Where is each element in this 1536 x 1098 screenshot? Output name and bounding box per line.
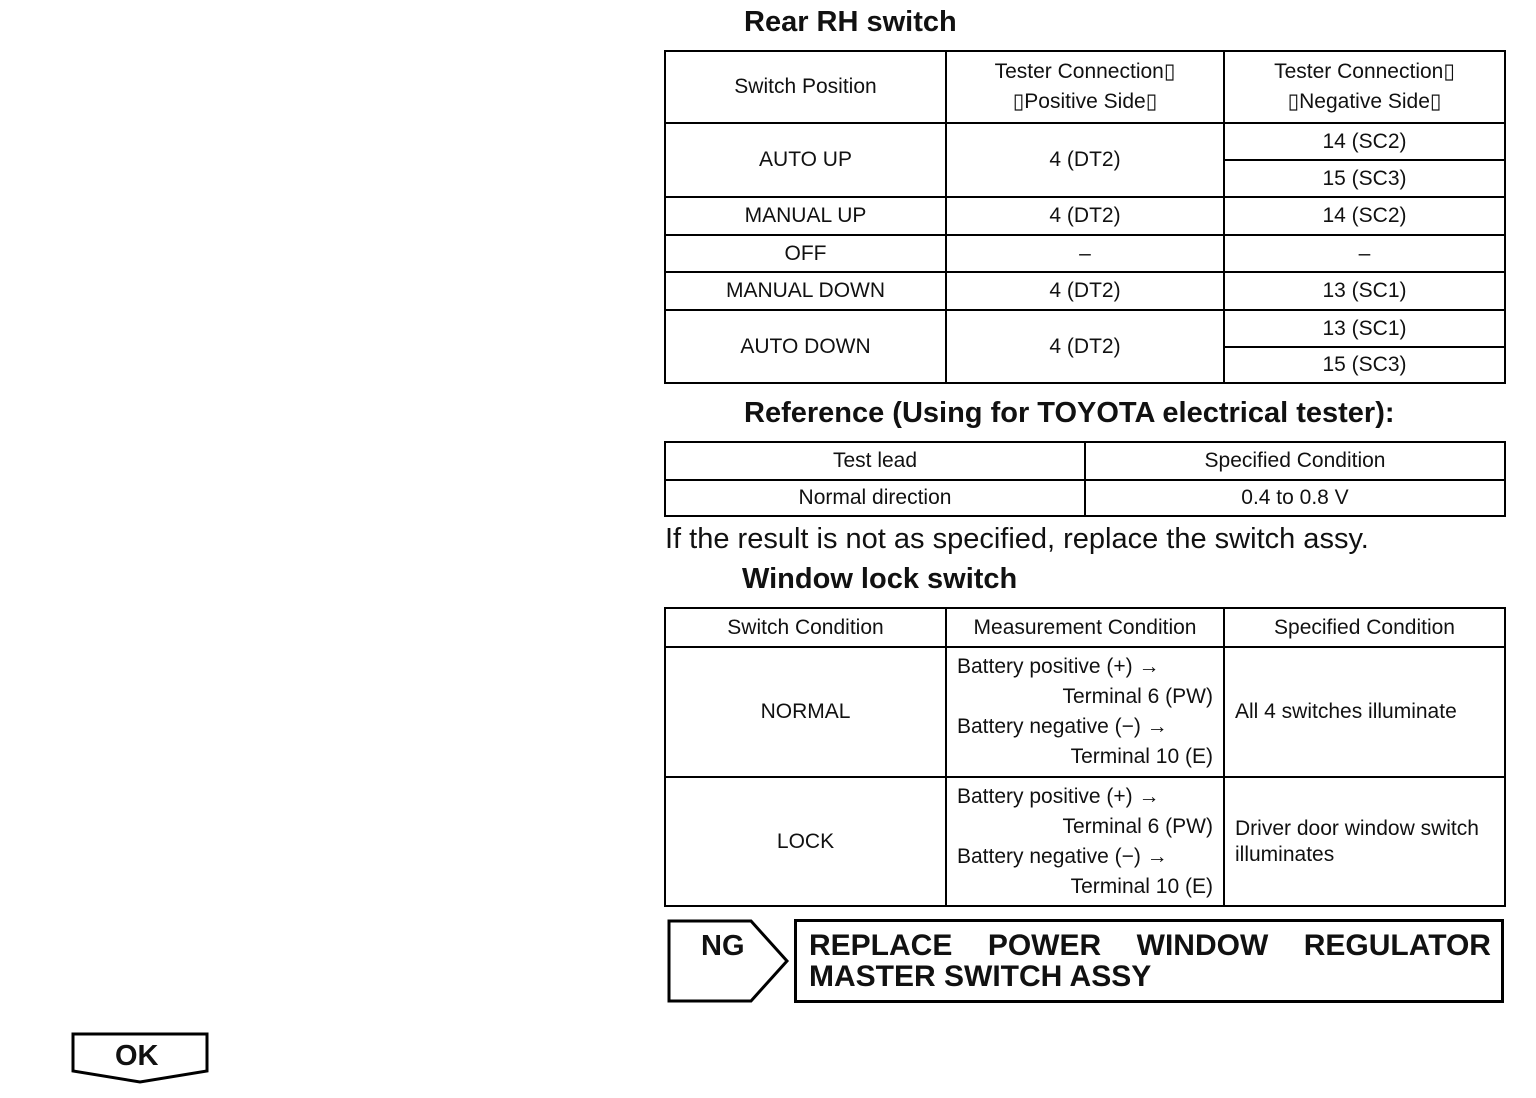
ng-action-line-1 <box>809 929 1491 963</box>
table-cell: 15 (SC3) <box>1224 160 1505 197</box>
header-test-lead: Test lead <box>665 442 1085 480</box>
table-cell: 4 (DT2) <box>946 123 1224 197</box>
meas-line: Terminal 10 (E) <box>1070 874 1213 898</box>
table-cell: Driver door window switch illuminates <box>1224 777 1505 906</box>
table-cell: 14 (SC2) <box>1224 123 1505 160</box>
window-lock-table <box>664 607 1506 907</box>
ng-word: WINDOW <box>1136 929 1269 962</box>
table-row-label: AUTO UP <box>665 123 946 197</box>
header-measurement-condition: Measurement Condition <box>946 608 1224 647</box>
table-cell: – <box>946 235 1224 272</box>
table-cell: 14 (SC2) <box>1224 197 1505 235</box>
table-row-label: LOCK <box>665 777 946 906</box>
instruction-note: If the result is not as specified, replace the switch assy. <box>665 523 1369 555</box>
meas-line: Terminal 6 (PW) <box>1062 814 1213 838</box>
ng-flow-arrow <box>667 919 791 1003</box>
table-cell: – <box>1224 235 1505 272</box>
table-cell: Normal direction <box>665 480 1085 516</box>
table-cell: 4 (DT2) <box>946 310 1224 383</box>
meas-line: Terminal 6 (PW) <box>1062 685 1213 708</box>
header-switch-position: Switch Position <box>665 51 946 123</box>
table-cell: 4 (DT2) <box>946 272 1224 310</box>
table-row-label: OFF <box>665 235 946 272</box>
table-row-label: MANUAL DOWN <box>665 272 946 310</box>
header-positive-side: Tester Connection▯ ▯Positive Side▯ <box>946 51 1224 123</box>
table-cell: 13 (SC1) <box>1224 310 1505 347</box>
table-cell: 15 (SC3) <box>1224 347 1505 383</box>
measurement-cell <box>946 777 1224 906</box>
meas-line: Terminal 10 (E) <box>1070 745 1213 768</box>
reference-heading: Reference (Using for TOYOTA electrical tester): <box>744 397 1395 429</box>
reference-table <box>664 441 1506 517</box>
ng-word: POWER <box>987 929 1102 962</box>
ng-action-box <box>794 919 1504 1003</box>
ng-word: REGULATOR <box>1303 929 1491 962</box>
table-row-label: MANUAL UP <box>665 197 946 235</box>
measurement-cell <box>946 647 1224 777</box>
ng-action-line-2: MASTER SWITCH ASSY <box>809 960 1152 993</box>
meas-line: Battery positive (+) → <box>957 784 1160 808</box>
ok-label: OK <box>115 1040 159 1072</box>
table-row-label: NORMAL <box>665 647 946 777</box>
table-row-label: AUTO DOWN <box>665 310 946 383</box>
header-specified-condition: Specified Condition <box>1085 442 1505 480</box>
table-cell: 4 (DT2) <box>946 197 1224 235</box>
ng-word: REPLACE <box>809 929 953 962</box>
ok-flow-arrow <box>71 1032 209 1084</box>
meas-line: Battery negative (−) → <box>957 715 1168 738</box>
window-lock-heading: Window lock switch <box>742 563 1018 595</box>
table-cell: All 4 switches illuminate <box>1224 647 1505 777</box>
meas-line: Battery positive (+) → <box>957 655 1160 678</box>
header-switch-condition: Switch Condition <box>665 608 946 647</box>
table-cell: 13 (SC1) <box>1224 272 1505 310</box>
meas-line: Battery negative (−) → <box>957 844 1168 868</box>
header-negative-side: Tester Connection▯ ▯Negative Side▯ <box>1224 51 1505 123</box>
table-cell: 0.4 to 0.8 V <box>1085 480 1505 516</box>
header-specified-condition: Specified Condition <box>1224 608 1505 647</box>
rear-rh-heading: Rear RH switch <box>744 6 957 38</box>
rear-rh-table <box>664 50 1506 384</box>
ng-label: NG <box>701 930 745 962</box>
